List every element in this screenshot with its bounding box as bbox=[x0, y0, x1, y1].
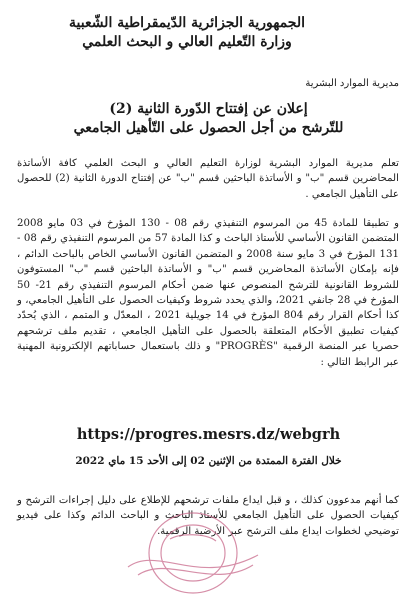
title-line-1: إعلان عن إفتتاح الدّورة الثانية (2) bbox=[109, 101, 308, 117]
application-period: خلال الفترة الممتدة من الإثنين 02 إلى الأحد 15 ماي 2022 bbox=[75, 455, 342, 467]
legal-paragraph: و تطبيقا للمادة 45 من المرسوم التنفيذي رقم 08 - 130 المؤرخ في 03 مايو 2008 المتضمن القانون الأساسي للأستاذ الباحث و كذا المادة 57 من المرسوم التنفيذي رقم 08 - 131 المؤرخ في 3 مايو سنة 2008 و المتضمن القانون الأساسي الخاص بالباحث الدائم ، فإنه بإمكان الأساتذة المحاضرين قسم "ب" و الأساتذة الباحثين قسم "ب" المستوفون للشروط القانونية للترشح المنصوص عنها ضمن أحكام المرسوم التنفيذي رقم 21- 50 المؤرخ في 28 جانفي 2021، والذي يحدد شروط وكيفيات الحصول على التأهيل الجامعي، و كذا أحكام القرار رقم 804 المؤرخ في 14 جويلية 2021 ، المعدّل و المتمم ، الذي يُحدّد كيفيات تطبيق الأحكام المتعلقة بالحصول على التأهيل الجامعي ، تقديم ملف ترشحهم حصريا عبر المنصة الرقمية "PROGRÈS" و ذلك باستعمال حساباتهم الإلكترونية المهنية عبر الرابط التالي : bbox=[17, 218, 399, 368]
republic-name: الجمهورية الجزائرية الدّيمقراطية الشّعبية bbox=[68, 15, 305, 31]
ministry-name: وزارة التّعليم العالي و البحث العلمي bbox=[82, 34, 292, 50]
letterhead bbox=[37, 14, 337, 52]
official-stamp bbox=[118, 505, 268, 595]
title-line-2: للتّرشح من أجل الحصول على التّأهيل الجامعي bbox=[73, 120, 344, 136]
intro-paragraph: تعلم مديرية الموارد البشرية لوزارة التعليم العالي و البحث العلمي كافة الأساتذة المحاضرين قسم "ب" و الأساتذة الباحثين قسم "ب" عن إفتتاح الدورة الثانية (2) للحصول على التأهيل الجامعي . bbox=[17, 158, 399, 200]
directorate-name: مديرية الموارد البشرية bbox=[305, 78, 399, 89]
closing-paragraph: كما أنهم مدعوون كذلك ، و قبل ايداع ملفات ترشحهم للإطلاع على دليل إجراءات الترشح و كيفيات الحصول على التأهيل الجامعي للأستاذ الباحث و الباحث الدائم وكذا على فيديو توضيحي لخطوات ايداع ملف الترشح عبر الأرضية الرقمية. bbox=[17, 495, 399, 537]
platform-link[interactable]: https://progres.mesrs.dz/webgrh bbox=[76, 426, 341, 443]
announcement-title bbox=[0, 100, 417, 138]
